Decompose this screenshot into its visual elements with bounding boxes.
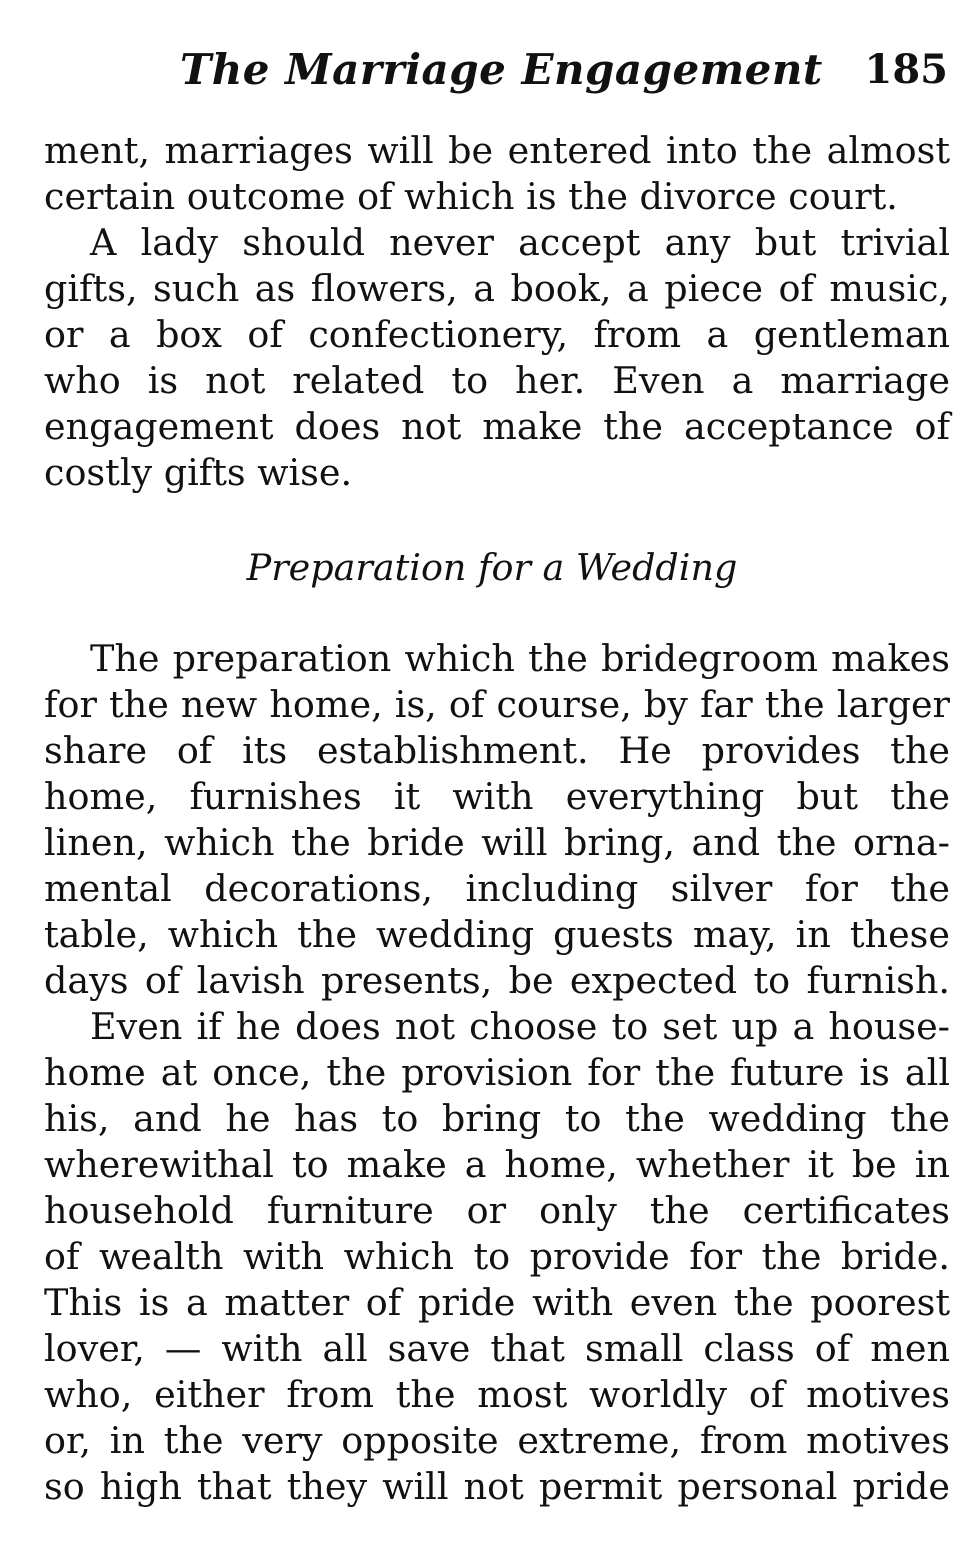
text-line: share of its establishment. He provides the [44, 729, 950, 772]
text-line: gifts, such as flowers, a book, a piece of music, [44, 267, 950, 310]
text-line: for the new home, is, of course, by far the larger [44, 683, 950, 726]
text-line: days of lavish presents, be expected to furnish. [44, 959, 950, 1002]
page-number: 185 [864, 46, 948, 93]
text-line: engagement does not make the acceptance of [44, 405, 950, 448]
running-title: The Marriage Engagement [180, 45, 823, 94]
text-line: linen, which the bride will bring, and the orna- [44, 821, 950, 864]
text-line: lover, — with all save that small class of men [44, 1327, 950, 1370]
text-line: Even if he does not choose to set up a house- [90, 1005, 950, 1048]
text-line: who is not related to her. Even a marriage [44, 359, 950, 402]
text-line: A lady should never accept any but trivial [90, 221, 950, 264]
text-line: ment, marriages will be entered into the almost [44, 129, 950, 172]
text-line: The preparation which the bridegroom makes [90, 637, 950, 680]
text-line: or, in the very opposite extreme, from motives [44, 1419, 950, 1462]
text-line: of wealth with which to provide for the bride. [44, 1235, 950, 1278]
text-line: his, and he has to bring to the wedding the [44, 1097, 950, 1140]
text-line: household furniture or only the certificates [44, 1189, 950, 1232]
text-line: mental decorations, including silver for the [44, 867, 950, 910]
text-line: so high that they will not permit personal pride [44, 1465, 950, 1508]
section-subheading: Preparation for a Wedding [246, 546, 738, 589]
text-line: home at once, the provision for the future is all [44, 1051, 950, 1094]
text-line: costly gifts wise. [44, 451, 353, 494]
text-line: or a box of confectionery, from a gentleman [44, 313, 950, 356]
text-line: certain outcome of which is the divorce court. [44, 175, 898, 218]
text-line: who, either from the most worldly of motives [44, 1373, 950, 1416]
text-line: home, furnishes it with everything but the [44, 775, 950, 818]
running-head [0, 40, 974, 100]
text-line: This is a matter of pride with even the poorest [44, 1281, 950, 1324]
text-line: table, which the wedding guests may, in these [44, 913, 950, 956]
text-line: wherewithal to make a home, whether it be in [44, 1143, 950, 1186]
